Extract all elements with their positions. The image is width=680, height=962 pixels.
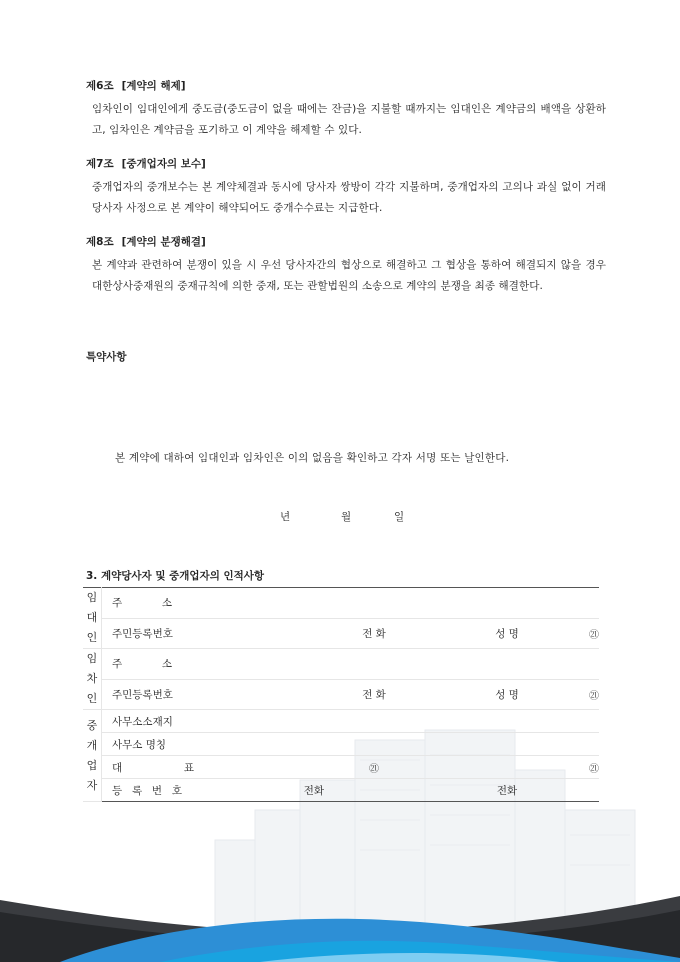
broker-seal-mark-2[interactable]: ㉑	[540, 756, 599, 779]
lessor-resident-no-label: 주민등록번호	[102, 618, 195, 649]
parties-table	[83, 587, 599, 802]
broker-office-location-row	[83, 710, 599, 733]
lessee-id-row	[83, 679, 599, 710]
broker-phone-field[interactable]	[540, 779, 599, 802]
broker-office-name-field-2[interactable]	[404, 733, 599, 756]
lessor-phone-field[interactable]	[404, 618, 474, 649]
broker-phone-label-1: 전화	[194, 779, 344, 802]
lessor-address-row	[83, 588, 599, 619]
article-8-number: 제8조	[86, 236, 114, 248]
date-year: 년	[280, 511, 291, 523]
lessee-name-label: 성 명	[474, 679, 540, 710]
special-terms-heading: 특약사항	[86, 351, 127, 363]
date-month: 월	[341, 511, 352, 523]
broker-representative-label: 대 표	[102, 756, 195, 779]
broker-office-location-label: 사무소소재지	[102, 710, 195, 733]
article-7-title	[86, 156, 606, 171]
lessee-resident-no-field[interactable]	[194, 679, 344, 710]
broker-representative-row	[83, 756, 599, 779]
article-8-label: [계약의 분쟁해결]	[121, 236, 206, 248]
broker-office-location-field-1[interactable]	[194, 710, 404, 733]
article-7-label: [중개업자의 보수]	[121, 158, 206, 170]
article-6-body: 임차인이 임대인에게 중도금(중도금이 없을 때에는 잔금)을 지불할 때까지는 임대인은 계약금의 배액을 상환하고, 임차인은 계약금을 포기하고 이 계약을 해제할 수 있다.	[92, 103, 606, 136]
broker-group-label: 중 개 업 자	[83, 710, 102, 802]
lessor-phone-label: 전 화	[344, 618, 404, 649]
article-7	[86, 156, 606, 219]
date-day: 일	[394, 511, 405, 523]
article-7-body: 중개업자의 중개보수는 본 계약체결과 동시에 당사자 쌍방이 각각 지불하며, 중개업자의 고의나 과실 없이 거래당사자 사정으로 본 계약이 해약되어도 중개수수료는 지급한다.	[92, 181, 606, 214]
article-8-title	[86, 234, 606, 249]
lessor-id-row	[83, 618, 599, 649]
confirmation-statement: 본 계약에 대하여 임대인과 임차인은 이의 없음을 확인하고 각자 서명 또는 날인한다.	[115, 452, 510, 464]
lessor-name-label: 성 명	[474, 618, 540, 649]
broker-office-name-label: 사무소 명칭	[102, 733, 195, 756]
broker-phone-label-2: 전화	[474, 779, 540, 802]
lessor-resident-no-field[interactable]	[194, 618, 344, 649]
lessor-address-field[interactable]	[194, 588, 599, 619]
lessee-phone-field[interactable]	[404, 679, 474, 710]
article-7-number: 제7조	[86, 158, 114, 170]
lessee-group-label: 임 차 인	[83, 649, 102, 710]
broker-office-location-field-2[interactable]	[404, 710, 599, 733]
lessor-seal-mark[interactable]: ㉑	[540, 618, 599, 649]
broker-registration-label: 등 록 번 호	[102, 779, 195, 802]
article-6-number: 제6조	[86, 80, 114, 92]
lessor-group-label: 임 대 인	[83, 588, 102, 649]
lessee-address-label: 주 소	[102, 649, 195, 680]
article-6-label: [계약의 해제]	[121, 80, 186, 92]
broker-representative-field-1[interactable]	[194, 756, 344, 779]
article-8	[86, 234, 606, 297]
broker-office-name-row	[83, 733, 599, 756]
lessee-seal-mark[interactable]: ㉑	[540, 679, 599, 710]
article-8-body: 본 계약과 관련하여 분쟁이 있을 시 우선 당사자간의 협상으로 해결하고 그 협상을 통하여 해결되지 않을 경우 대한상사중재원의 중재규칙에 의한 중재, 또는 관할법원의 소송으로 계약의 분쟁을 최종 해결한다.	[92, 259, 606, 292]
lessee-address-field[interactable]	[194, 649, 599, 680]
lessee-address-row	[83, 649, 599, 680]
lessee-resident-no-label: 주민등록번호	[102, 679, 195, 710]
broker-office-name-field-1[interactable]	[194, 733, 404, 756]
broker-seal-mark-1[interactable]: ㉑	[344, 756, 404, 779]
article-6-title	[86, 78, 606, 93]
broker-registration-row	[83, 779, 599, 802]
parties-section-title: 3. 계약당사자 및 중개업자의 인적사항	[86, 570, 265, 582]
broker-registration-field[interactable]	[344, 779, 474, 802]
broker-representative-field-2[interactable]	[404, 756, 540, 779]
article-6	[86, 78, 606, 141]
lessee-phone-label: 전 화	[344, 679, 404, 710]
lessor-address-label: 주 소	[102, 588, 195, 619]
